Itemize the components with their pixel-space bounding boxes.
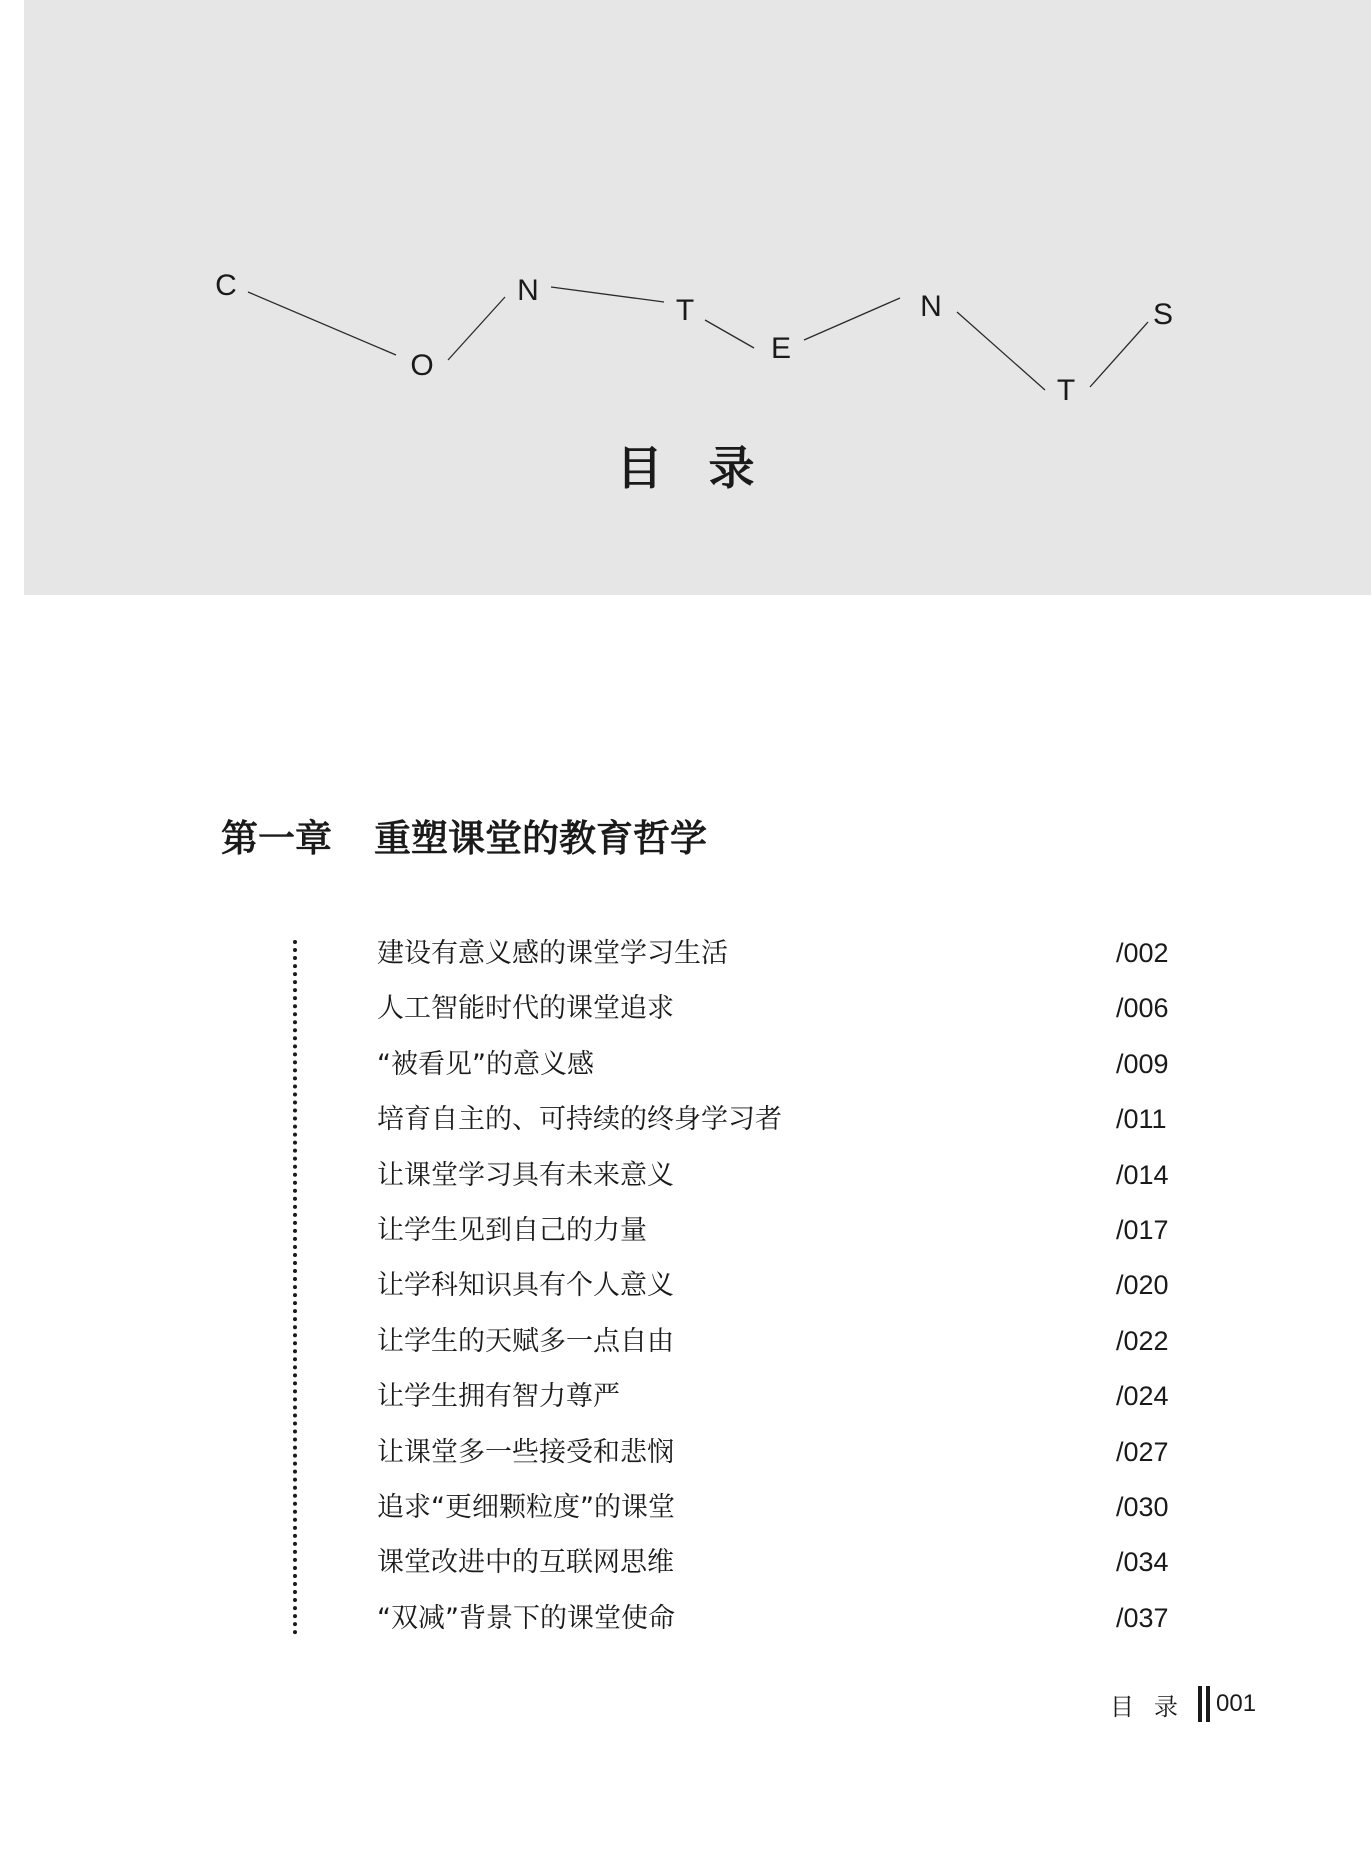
entry-title: 培育自主的、可持续的终身学习者 bbox=[377, 1104, 782, 1136]
chapter-title: 重塑课堂的教育哲学 bbox=[374, 817, 707, 860]
entry-title: “被看见”的意义感 bbox=[377, 1048, 594, 1080]
toc-entry bbox=[377, 1430, 1177, 1485]
entry-page: /017 bbox=[1116, 1214, 1169, 1245]
entry-title: 追求“更细颗粒度”的课堂 bbox=[377, 1491, 675, 1523]
page-title: 目录 bbox=[616, 441, 801, 495]
toc-entry bbox=[377, 986, 1177, 1041]
entry-page: /020 bbox=[1116, 1270, 1169, 1301]
entry-title: 让课堂学习具有未来意义 bbox=[377, 1159, 674, 1191]
contents-zigzag-graphic bbox=[0, 0, 1371, 595]
entry-page: /014 bbox=[1116, 1159, 1169, 1190]
contents-letter-n2: N bbox=[920, 290, 942, 323]
entry-page: /002 bbox=[1116, 938, 1169, 968]
entry-page: /027 bbox=[1116, 1436, 1169, 1467]
entry-page: /034 bbox=[1116, 1547, 1169, 1578]
double-bar-divider bbox=[1198, 1686, 1210, 1722]
entry-title: 人工智能时代的课堂追求 bbox=[377, 993, 674, 1025]
contents-letter-c: C bbox=[215, 269, 237, 302]
entry-title: “双减”背景下的课堂使命 bbox=[377, 1602, 675, 1634]
contents-letter-e: E bbox=[770, 332, 792, 365]
entry-page: /024 bbox=[1116, 1381, 1169, 1412]
entry-page: /009 bbox=[1116, 1048, 1169, 1079]
toc-entry bbox=[377, 1485, 1177, 1540]
toc-entry bbox=[377, 1042, 1177, 1097]
toc-entry bbox=[377, 1596, 1177, 1651]
toc-entry bbox=[377, 1319, 1177, 1374]
chapter-heading bbox=[221, 808, 707, 862]
toc-entry bbox=[377, 1374, 1177, 1429]
contents-letter-t: T bbox=[675, 294, 695, 327]
toc-entry-list bbox=[377, 931, 1177, 1651]
entry-title: 课堂改进中的互联网思维 bbox=[377, 1547, 674, 1579]
contents-letter-t2: T bbox=[1056, 374, 1076, 407]
dotted-rule bbox=[293, 940, 297, 1635]
page-footer bbox=[1110, 1686, 1256, 1722]
entry-page: /022 bbox=[1116, 1325, 1169, 1356]
entry-page: /006 bbox=[1116, 993, 1169, 1024]
entry-title: 让课堂多一些接受和悲悯 bbox=[377, 1436, 674, 1468]
toc-entry bbox=[377, 931, 1177, 986]
entry-title: 让学生拥有智力尊严 bbox=[377, 1381, 620, 1413]
toc-entry bbox=[377, 1540, 1177, 1595]
running-head: 目录 bbox=[1110, 1692, 1198, 1721]
entry-page: /037 bbox=[1116, 1602, 1169, 1633]
entry-page: /011 bbox=[1116, 1104, 1167, 1135]
toc-entry bbox=[377, 1097, 1177, 1152]
contents-letter-s: S bbox=[1152, 298, 1174, 331]
toc-entry bbox=[377, 1263, 1177, 1318]
page-number: 001 bbox=[1216, 1690, 1257, 1717]
contents-letter-o: O bbox=[410, 349, 434, 382]
entry-page: /030 bbox=[1116, 1491, 1169, 1522]
toc-entry bbox=[377, 1153, 1177, 1208]
entry-title: 让学科知识具有个人意义 bbox=[377, 1270, 674, 1302]
entry-title: 建设有意义感的课堂学习生活 bbox=[377, 938, 728, 969]
entry-title: 让学生见到自己的力量 bbox=[377, 1214, 647, 1246]
entry-title: 让学生的天赋多一点自由 bbox=[377, 1325, 674, 1357]
toc-entry bbox=[377, 1208, 1177, 1263]
contents-letter-n: N bbox=[517, 274, 539, 307]
chapter-number: 第一章 bbox=[221, 817, 332, 860]
